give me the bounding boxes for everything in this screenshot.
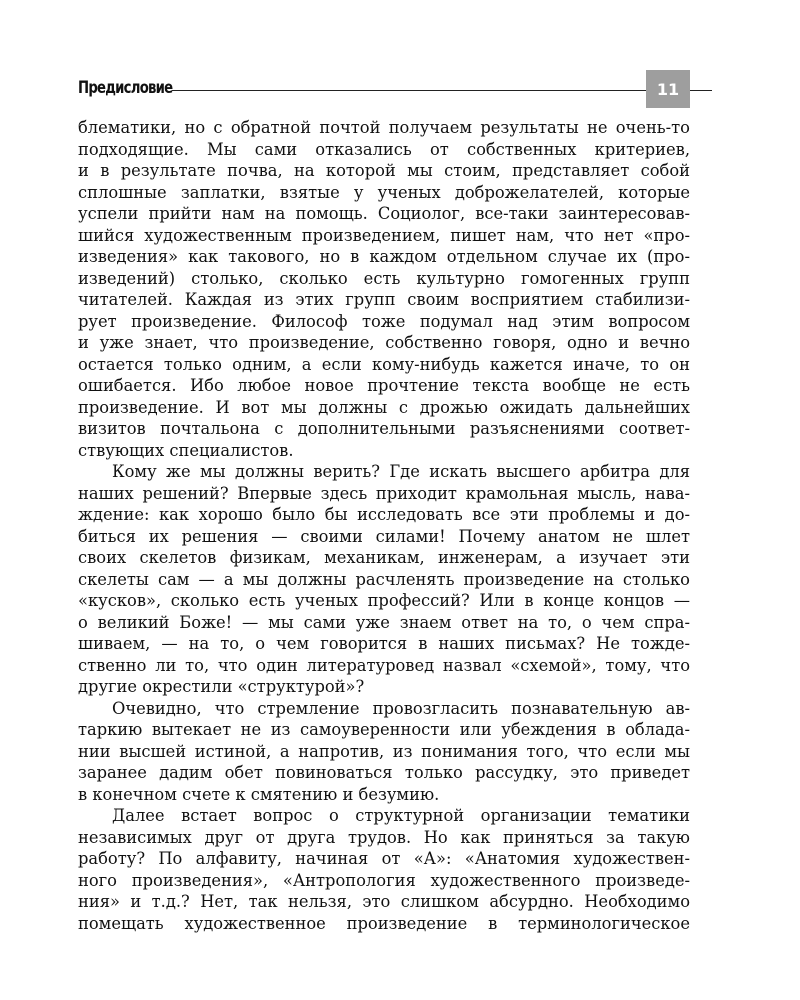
text-line: блематики, но с обратной почтой получаем результаты не очень-то [78,118,690,137]
body-text [78,117,690,934]
text-line: помещать художественное произведение в терминологическое [78,913,690,933]
text-line: работу? По алфавиту, начиная от «А»: «Анатомия художествен- [78,849,690,868]
text-line: и уже знает, что произведение, собственно говоря, одно и вечно [78,333,690,352]
page-number: 11 [646,70,690,108]
text-line: ния» и т.д.? Нет, так нельзя, это слишком абсурдно. Необходимо [78,892,690,911]
text-line: «кусков», сколько есть ученых профессий? Или в конце концов — [78,591,690,610]
text-line: остается только одним, а если кому-нибудь кажется иначе, то он [78,354,690,374]
text-line: успели прийти нам на помощь. Социолог, все-таки заинтересовав- [78,204,690,223]
text-line: Далее встает вопрос о структурной организации тематики [112,806,690,825]
text-line: Очевидно, что стремление провозгласить познавательную ав- [112,698,690,718]
text-line: Кому же мы должны верить? Где искать высшего арбитра для [112,462,690,481]
text-line: ного произведения», «Антропология художественного произведе- [78,870,690,890]
text-line: биться их решения — своими силами! Почему анатом не шлет [78,526,690,546]
text-line: наших решений? Впервые здесь приходит крамольная мысль, нава- [78,483,690,503]
section-title: Предисловие [78,78,173,98]
text-line: визитов почтальона с дополнительными разъяснениями соответ- [78,419,690,438]
text-line: сплошные заплатки, взятые у ученых доброжелателей, которые [78,182,690,202]
text-line: другие окрестили «структурой»? [78,677,365,696]
text-line: изведения» как такового, но в каждом отдельном случае их (про- [78,247,690,266]
text-line: шийся художественным произведением, пишет нам, что нет «про- [78,225,690,245]
text-line: своих скелетов физикам, механикам, инженерам, а изучает эти [78,548,690,567]
text-line: шиваем, — на то, о чем говорится в наших письмах? Не тожде- [78,634,690,653]
text-line: таркию вытекает не из самоуверенности или убеждения в облада- [78,720,690,739]
text-line: нии высшей истиной, а напротив, из понимания того, что если мы [78,741,690,761]
text-line: ственно ли то, что один литературовед назвал «схемой», тому, что [78,655,690,675]
text-line: в конечном счете к смятению и безумию. [78,784,440,804]
text-line: изведений) столько, сколько есть культурно гомогенных групп [78,268,690,288]
text-line: независимых друг от друга трудов. Но как приняться за такую [78,827,690,847]
text-line: подходящие. Мы сами отказались от собственных критериев, [78,139,690,159]
text-line: читателей. Каждая из этих групп своим восприятием стабилизи- [78,290,690,309]
text-line: о великий Боже! — мы сами уже знаем ответ на то, о чем спра- [78,612,690,632]
text-line: ошибается. Ибо любое новое прочтение текста вообще не есть [78,376,690,395]
text-line: заранее дадим обет повиноваться только рассудку, это приведет [78,763,690,782]
text-line: произведение. И вот мы должны с дрожью ожидать дальнейших [78,397,690,417]
text-line: рует произведение. Философ тоже подумал над этим вопросом [78,311,690,331]
header-rule [172,90,712,91]
text-line: ждение: как хорошо было бы исследовать все эти проблемы и до- [78,505,690,524]
text-line: ствующих специалистов. [78,440,294,460]
text-line: скелеты сам — а мы должны расчленять произведение на столько [78,569,690,589]
running-header [78,70,690,108]
text-line: и в результате почва, на которой мы стоим, представляет собой [78,161,690,180]
